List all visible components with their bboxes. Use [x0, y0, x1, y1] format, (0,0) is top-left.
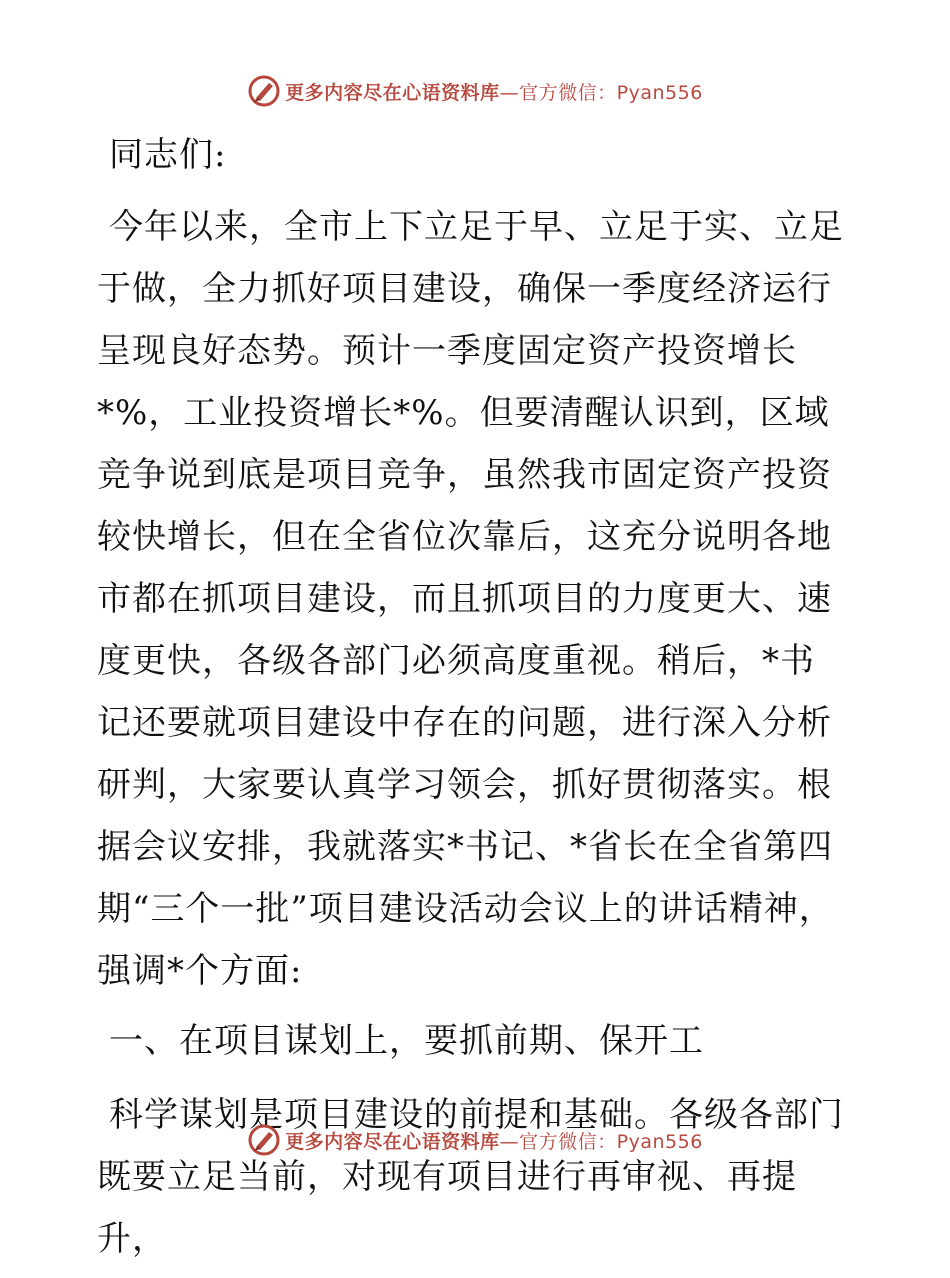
body-paragraph-continued: 科学谋划是项目建设的前提和基础。各级各部门既要立足当前，对现有项目进行再审视、再提升， — [97, 1095, 844, 1259]
banner-brand-text: 更多内容尽在心语资料库 — [285, 1130, 500, 1153]
salutation: 同志们: — [109, 135, 227, 175]
body-paragraph: 今年以来，全市上下立足于早、立足于实、立足于做，全力抓好项目建设，确保一季度经济运行呈现良好态势。预计一季度固定资产投资增长*%，工业投资增长*%。但要清醒认识到，区域竞争说到底是项目竞争，虽然我市固定资产投资较快增长，但在全省位次靠后，这充分说明各地市都在抓项目建设，而且抓项目的力度更大、速度更快，各级各部门必须高度重视。稍后，*书记还要就项目建设中存在的问题，进行深入分析研判，大家要认真学习领会，抓好贯彻落实。根据会议安排，我就落实*书记、*省长在全省第四期“三个一批”项目建设活动会议上的讲话精神，强调*个方面: — [97, 207, 844, 991]
banner-brand-text: 更多内容尽在心语资料库 — [285, 81, 500, 104]
banner-wechat-text: 官方微信：Pyan556 — [519, 1130, 703, 1153]
footer-watermark-banner — [0, 1120, 950, 1160]
quill-pen-logo-icon — [247, 74, 281, 108]
banner-dash: — — [499, 81, 520, 104]
quill-pen-logo-icon — [247, 1123, 281, 1157]
section-heading: 一、在项目谋划上，要抓前期、保开工 — [109, 1021, 704, 1061]
banner-wechat-text: 官方微信：Pyan556 — [519, 81, 703, 104]
document-body — [97, 124, 849, 1278]
header-watermark-banner — [0, 71, 950, 111]
banner-dash: — — [499, 1130, 520, 1153]
